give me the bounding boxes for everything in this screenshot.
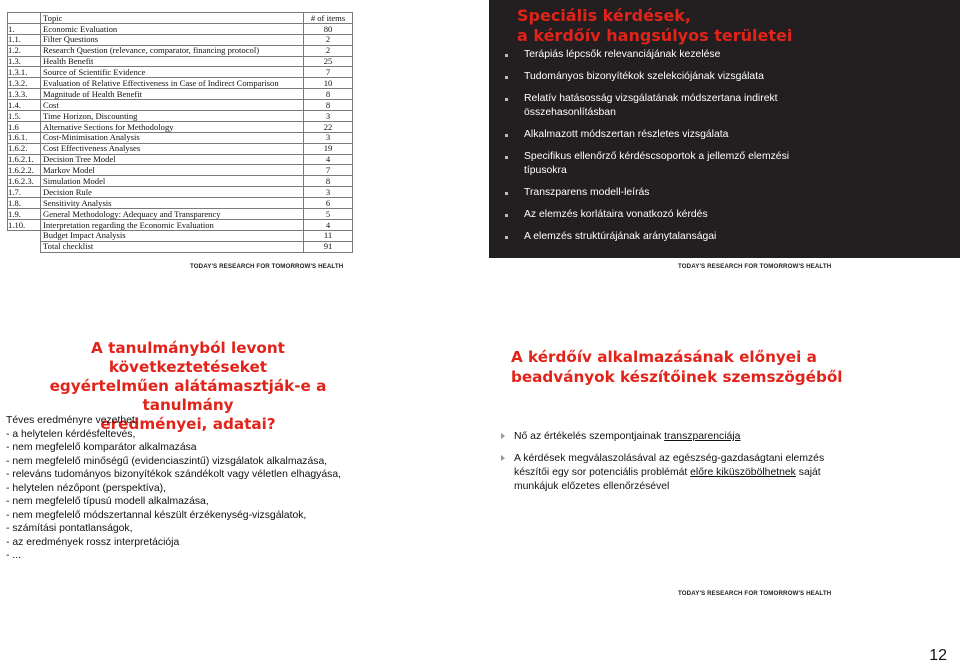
square-bullet-icon (505, 76, 508, 79)
count-cell: 11 (304, 230, 353, 241)
bullet-text: Specifikus ellenőrző kérdéscsoportok a jellemző elemzési típusokra (524, 151, 790, 176)
body-line: - nem megfelelő típusú modell alkalmazása, (6, 496, 209, 507)
code-cell: 1.3.2. (8, 78, 41, 89)
arrow-bullet-icon (501, 433, 505, 439)
count-cell: 8 (304, 176, 353, 187)
topic-cell: Sensitivity Analysis (41, 198, 304, 209)
slide-special-questions (489, 0, 960, 272)
slide2-title (517, 6, 792, 46)
topic-cell: Total checklist (41, 241, 304, 252)
topic-cell: Evaluation of Relative Effectiveness in Case of Indirect Comparison (41, 78, 304, 89)
count-cell: 22 (304, 121, 353, 132)
square-bullet-icon (505, 214, 508, 217)
code-cell (8, 230, 41, 241)
code-cell: 1.1. (8, 34, 41, 45)
topic-cell: Time Horizon, Discounting (41, 111, 304, 122)
body-line: - nem megfelelő módszertannal készült érzékenység-vizsgálatok, (6, 509, 307, 521)
topic-cell: Alternative Sections for Methodology (41, 121, 304, 132)
header-topic: Topic (41, 13, 304, 24)
bullet-text: Relatív hatásosság vizsgálatának módszertana indirekt összehasonlításban (524, 93, 778, 118)
count-cell: 10 (304, 78, 353, 89)
count-cell: 3 (304, 111, 353, 122)
topic-cell: Cost (41, 100, 304, 111)
count-cell: 6 (304, 198, 353, 209)
bullet-text: A elemzés struktúrájának aránytalanságai (524, 231, 717, 242)
code-cell: 1.3.3. (8, 89, 41, 100)
header-code-cell (8, 13, 41, 24)
slide4-bullet-list (501, 430, 841, 502)
square-bullet-icon (505, 236, 508, 239)
slide-topic-table (0, 0, 359, 272)
bullet-text: Terápiás lépcsők relevanciájának kezelése (524, 49, 721, 60)
code-cell: 1.2. (8, 45, 41, 56)
slide3-title-line3: eredményei, adatai? (100, 415, 276, 433)
count-cell: 4 (304, 154, 353, 165)
table-row (8, 176, 353, 187)
square-bullet-icon (505, 156, 508, 159)
slide-conclusions (0, 325, 359, 605)
table-row (8, 143, 353, 154)
slide2-bullet (505, 186, 805, 200)
slide2-title-line2: a kérdőív hangsúlyos területei (517, 26, 793, 45)
count-cell: 8 (304, 89, 353, 100)
body-line: - ... (6, 550, 22, 561)
code-cell: 1.7. (8, 187, 41, 198)
body-line: Téves eredményre vezethet: (6, 415, 138, 426)
slide4-bullet (501, 430, 841, 444)
slide3-title-line2: egyértelműen alátámasztják-e a tanulmány (49, 377, 327, 414)
count-cell: 7 (304, 165, 353, 176)
table-row (8, 165, 353, 176)
topic-cell: Filter Questions (41, 34, 304, 45)
body-line: - számítási pontatlanságok, (6, 523, 133, 534)
topic-cell: Decision Tree Model (41, 154, 304, 165)
table-row (8, 154, 353, 165)
table-row (8, 209, 353, 220)
slide2-bullet (505, 70, 805, 84)
topic-cell: Cost-Minimisation Analysis (41, 132, 304, 143)
table-row (8, 34, 353, 45)
body-line: - az eredmények rossz interpretációja (6, 536, 180, 548)
code-cell: 1.6.2.3. (8, 176, 41, 187)
slide2-bullet (505, 48, 805, 62)
bullet-text: Transzparens modell-leírás (524, 187, 650, 198)
topic-cell: Cost Effectiveness Analyses (41, 143, 304, 154)
topic-cell: Interpretation regarding the Economic Evaluation (41, 219, 304, 230)
square-bullet-icon (505, 192, 508, 195)
count-cell: 7 (304, 67, 353, 78)
count-cell: 3 (304, 187, 353, 198)
slide4-bullet (501, 452, 841, 494)
table-row (8, 23, 353, 34)
topic-cell: Simulation Model (41, 176, 304, 187)
code-cell: 1.3.1. (8, 67, 41, 78)
slide2-bullet (505, 208, 805, 222)
bullet-text: Az elemzés korlátaira vonatkozó kérdés (524, 209, 708, 220)
table-row (8, 111, 353, 122)
bullet-text: A kérdések megválaszolásával az egészség-gazdaságtani elemzés készítői egy sor potenciális problémát (514, 453, 825, 478)
underlined-text: transzparenciája (664, 431, 741, 442)
topic-cell: Magnitude of Health Benefit (41, 89, 304, 100)
topic-cell: Markov Model (41, 165, 304, 176)
body-line: - nem megfelelő minőségű (evidenciaszintű) vizsgálatok alkalmazása, (6, 455, 328, 467)
code-cell: 1.4. (8, 100, 41, 111)
slide4-title (511, 348, 941, 387)
arrow-bullet-icon (501, 455, 505, 461)
table-row (8, 100, 353, 111)
count-cell: 8 (304, 100, 353, 111)
body-line: - helytelen nézőpont (perspektíva), (6, 482, 166, 494)
slide3-body (6, 414, 356, 563)
code-cell: 1.6.2.1. (8, 154, 41, 165)
count-cell: 19 (304, 143, 353, 154)
code-cell: 1.10. (8, 219, 41, 230)
header-items: # of items (304, 13, 353, 24)
square-bullet-icon (505, 98, 508, 101)
bullet-text: Tudományos bizonyítékok szelekciójának vizsgálata (524, 71, 764, 82)
topic-cell: Decision Rule (41, 187, 304, 198)
table-row (8, 56, 353, 67)
slide2-bullet (505, 128, 805, 142)
count-cell: 91 (304, 241, 353, 252)
bullet-text-end: saját munkájuk előzetes ellenőrzésével (514, 467, 821, 492)
slide2-bullet-list (505, 48, 805, 252)
square-bullet-icon (505, 54, 508, 57)
table-row (8, 132, 353, 143)
code-cell: 1. (8, 23, 41, 34)
count-cell: 2 (304, 34, 353, 45)
slide4-footer: TODAY'S RESEARCH FOR TOMORROW'S HEALTH (678, 590, 832, 597)
slide4-title-line1: A kérdőív alkalmazásának előnyei a (511, 348, 817, 366)
table-row (8, 89, 353, 100)
slide2-bullet (505, 150, 805, 178)
table-row (8, 241, 353, 252)
code-cell: 1.8. (8, 198, 41, 209)
topic-cell: Economic Evaluation (41, 23, 304, 34)
count-cell: 80 (304, 23, 353, 34)
topic-cell: Budget Impact Analysis (41, 230, 304, 241)
square-bullet-icon (505, 134, 508, 137)
count-cell: 2 (304, 45, 353, 56)
slide3-title-line1: A tanulmányból levont következtetéseket (91, 339, 285, 376)
code-cell: 1.9. (8, 209, 41, 220)
code-cell: 1.6.2. (8, 143, 41, 154)
topic-cell: Research Question (relevance, comparator, financing protocol) (41, 45, 304, 56)
bullet-text: Alkalmazott módszertan részletes vizsgálata (524, 129, 729, 140)
checklist-table (7, 12, 353, 253)
table-row (8, 121, 353, 132)
count-cell: 25 (304, 56, 353, 67)
table-row (8, 230, 353, 241)
bullet-text: Nő az értékelés szempontjainak (514, 431, 665, 442)
body-line: - a helytelen kérdésfeltevés, (6, 428, 136, 440)
slide2-footer: TODAY'S RESEARCH FOR TOMORROW'S HEALTH (678, 263, 832, 270)
table-row (8, 45, 353, 56)
slide2-bullet (505, 230, 805, 244)
table-header-row (8, 13, 353, 24)
code-cell: 1.3. (8, 56, 41, 67)
slide2-bullet (505, 92, 805, 120)
code-cell: 1.6.2.2. (8, 165, 41, 176)
body-line: - nem megfelelő komparátor alkalmazása (6, 442, 197, 453)
underlined-text: előre kiküszöbölhetnek (690, 467, 796, 478)
page-number: 12 (929, 647, 947, 664)
body-line: - releváns tudományos bizonyítékok szándékolt vagy véletlen elhagyása, (6, 469, 342, 480)
count-cell: 4 (304, 219, 353, 230)
table-row (8, 187, 353, 198)
slide2-title-line1: Speciális kérdések, (517, 6, 692, 25)
code-cell: 1.6.1. (8, 132, 41, 143)
table-row (8, 67, 353, 78)
count-cell: 5 (304, 209, 353, 220)
slide4-title-line2: beadványok készítőinek szemszögéből (511, 367, 843, 386)
code-cell (8, 241, 41, 252)
topic-cell: Source of Scientific Evidence (41, 67, 304, 78)
code-cell: 1.5. (8, 111, 41, 122)
table-row (8, 78, 353, 89)
slide-questionnaire-benefits (489, 325, 960, 605)
slide1-footer: TODAY'S RESEARCH FOR TOMORROW'S HEALTH (190, 263, 344, 270)
topic-cell: Health Benefit (41, 56, 304, 67)
table-row (8, 219, 353, 230)
code-cell: 1.6 (8, 121, 41, 132)
topic-cell: General Methodology: Adequacy and Transparency (41, 209, 304, 220)
count-cell: 3 (304, 132, 353, 143)
table-row (8, 198, 353, 209)
